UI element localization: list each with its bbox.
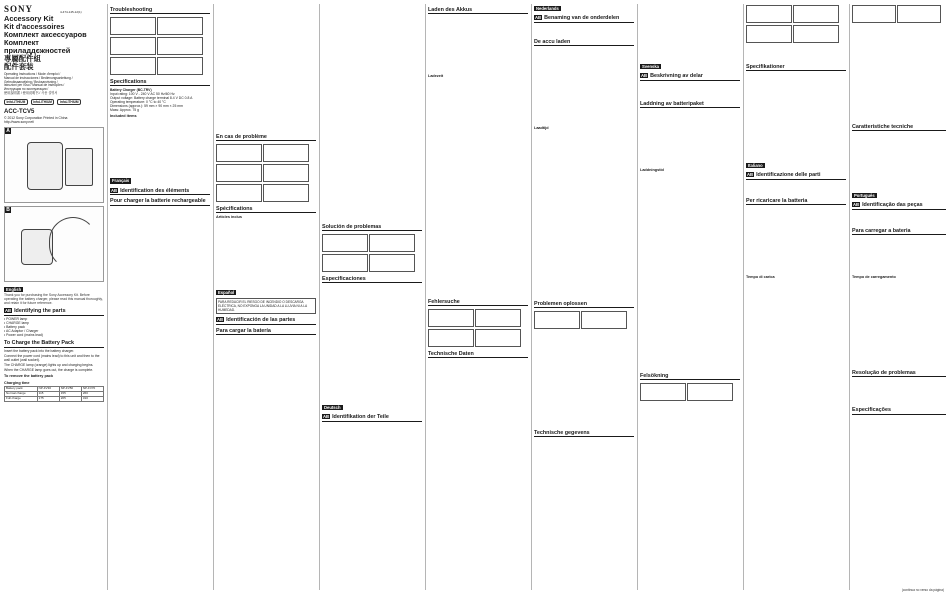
subsection-charging-time-it: Tempo di carica (746, 275, 775, 280)
column-spanish (322, 4, 422, 590)
table-cell: NP-FV70 (81, 387, 103, 392)
intro-text: Thank you for purchasing the Sony Accessory Kit. Before operating the battery charger, please read this manual thoroughly, and retain it for future reference. (4, 293, 103, 306)
manual-language-list (4, 73, 104, 96)
indicator-box (322, 234, 368, 252)
section-specifications-pt: Especificações (852, 407, 946, 414)
title-en: Accessory Kit (4, 14, 54, 23)
column-german (428, 4, 528, 590)
section-charge-pt: Para carregar a bateria (852, 228, 946, 235)
section-identifying-parts-sv: AB Beskrivning av delar (640, 73, 740, 80)
spec-line: Mass: Approx. 75 g (110, 107, 140, 112)
indicator-box (216, 164, 262, 182)
indicator-box (263, 184, 309, 202)
spec-line: Operating temperature: 0 °C to 40 °C (110, 99, 166, 104)
section-identifying-parts-de: AB Identifikation der Teile (322, 414, 422, 421)
indicator-box (428, 329, 474, 347)
language-header-italian: Italiano (748, 162, 763, 168)
part-item: • AC Adaptor / Charger (4, 329, 104, 333)
brand-logo: SONY (4, 4, 34, 14)
charger-illustration (27, 142, 63, 190)
table-cell: NP-FV30 (37, 387, 59, 392)
infolithium-logo: InfoLITHIUM (57, 99, 81, 105)
indicator-box (852, 5, 896, 23)
language-header-swedish: Svenska (642, 64, 659, 69)
section-identifying-parts: AB Identifying the parts (4, 308, 104, 315)
section-charge-it: Per ricaricare la batteria (746, 198, 846, 205)
section-specifications-de: Technische Daten (428, 351, 528, 358)
column-italian (746, 4, 846, 590)
indicator-box (746, 5, 792, 23)
indicator-box (475, 309, 521, 327)
column-swedish (640, 4, 740, 590)
indicator-box (428, 309, 474, 327)
table-cell: 310 (81, 396, 103, 401)
copyright: © 2012 Sony Corporation Printed in China (4, 115, 68, 120)
part-item: • POWER lamp (4, 317, 104, 321)
spec-line: Output voltage: Battery charge terminal 8.4 V DC 0.8 A (110, 95, 193, 100)
indicator-box (110, 57, 156, 75)
manual-line: Инструкция по эксплуатации / (4, 87, 49, 92)
part-number: 4-474-145-12(1) (60, 10, 82, 14)
indicator-box (534, 311, 580, 329)
title-uk: Комплект приладдєжностей (4, 38, 71, 55)
section-troubleshooting-es: Solución de problemas (322, 224, 422, 231)
model-number: ACC-TCV5 (4, 108, 35, 115)
battery-illustration (65, 148, 93, 186)
section-specifications-sv: Specifikationer (746, 64, 846, 71)
indicator-box (216, 144, 262, 162)
language-header-german: Deutsch (324, 404, 341, 410)
table-cell: Battery pack (5, 387, 38, 392)
subsection-included-items-fr: Articles inclus (216, 215, 242, 220)
figure-label: B (6, 206, 10, 213)
subsection-charging-time-de: Ladezeit (428, 74, 444, 79)
section-identifying-parts-es: AB Identificación de las partes (216, 317, 316, 324)
table-cell: 175 (37, 396, 59, 401)
indicator-box (263, 144, 309, 162)
column-divider (743, 4, 744, 590)
language-header-dutch: Nederlands (536, 6, 559, 11)
indicator-box (157, 37, 203, 55)
indicator-box (369, 234, 415, 252)
continued-note: (continua no verso da página) (901, 588, 944, 592)
subsection-remove: To remove the battery pack (4, 374, 54, 378)
column-divider (319, 4, 320, 590)
subsection-charging-time-nl: Laadtijd (534, 126, 549, 131)
charge-step: Insert the battery pack into the battery charger. (4, 349, 75, 353)
section-troubleshooting-fr: En cas de problème (216, 134, 316, 141)
part-item: • CHARGE lamp (4, 321, 104, 325)
manual-line: Istruzioni per l'uso / Manual de instruções / (4, 83, 65, 88)
manual-line: Gebruiksaanwijzing / Bruksanvisning / (4, 79, 58, 84)
section-specifications: Specifications (110, 79, 210, 86)
section-troubleshooting: Troubleshooting (110, 7, 210, 14)
warning-box: PARA REDUCIR EL RIESGO DE INCENDIO O DESCARGA ELÉCTRICA, NO EXPONGA LA UNIDAD A LA LLUVIA NI A LA HUMEDAD. (216, 298, 316, 314)
manual-line: 使用說明書 / 使用说明书 / 사용 설명서 (4, 90, 58, 95)
column-cover-english (4, 4, 104, 590)
language-header-english: English (6, 286, 22, 292)
spec-list (110, 88, 210, 112)
indicator-box (746, 25, 792, 43)
manual-line: Operating Instructions / Mode d'emploi / (4, 72, 61, 76)
title-ru: Комплект аксессуаров (4, 30, 87, 39)
title-fr: Kit d'accessoires (4, 22, 65, 31)
part-item: • Power cord (mains lead) (4, 333, 104, 337)
language-header-french: Français (112, 178, 130, 184)
column-divider (213, 4, 214, 590)
indicator-box (157, 17, 203, 35)
indicator-box (263, 164, 309, 182)
indicator-box (640, 383, 686, 401)
column-english-continued (110, 4, 210, 590)
table-cell: Full charge (5, 396, 38, 401)
column-divider (107, 4, 108, 590)
section-charge-sv: Laddning av batteripaket (640, 101, 740, 108)
title-zh-tw: 專屬配件組 (4, 54, 41, 63)
table-row (5, 396, 104, 401)
column-portuguese (852, 4, 946, 590)
indicator-box (157, 57, 203, 75)
indicator-box (793, 25, 839, 43)
section-specifications-es: Especificaciones (322, 276, 422, 283)
website-url: http://www.sony.net/ (4, 119, 35, 124)
section-troubleshooting-de: Fehlersuche (428, 299, 528, 306)
table-cell: Normal charge (5, 391, 38, 396)
charging-time-table (4, 386, 104, 401)
spec-line: Dimensions (approx.): 59 mm × 90 mm × 25 mm (110, 103, 183, 108)
column-french (216, 4, 316, 590)
column-divider (531, 4, 532, 590)
table-cell: 155 (59, 391, 81, 396)
column-dutch (534, 4, 634, 590)
column-divider (849, 4, 850, 590)
title-block (4, 15, 104, 71)
power-cord-illustration (49, 217, 97, 269)
indicator-box (897, 5, 941, 23)
indicator-box (216, 184, 262, 202)
section-troubleshooting-sv: Felsökning (640, 373, 740, 380)
indicator-box (793, 5, 839, 23)
spec-line: Battery Charger (BC-TRV) (110, 87, 152, 92)
column-divider (425, 4, 426, 590)
section-charge-nl: De accu laden (534, 39, 634, 46)
subsection-charging-time-sv: Laddningstid (640, 168, 664, 173)
indicator-box (581, 311, 627, 329)
infolithium-logo: InfoLITHIUM (4, 99, 28, 105)
figure-a (4, 127, 104, 203)
charge-step: When the CHARGE lamp goes out, the charge is complete. (4, 368, 94, 372)
logo-row (4, 99, 104, 105)
table-cell: NP-FV50 (59, 387, 81, 392)
section-troubleshooting-nl: Problemen oplossen (534, 301, 634, 308)
section-troubleshooting-pt: Resolução de problemas (852, 370, 946, 377)
subsection-included-items: Included items (110, 113, 137, 118)
section-specifications-nl: Technische gegevens (534, 430, 634, 437)
section-charge: To Charge the Battery Pack (4, 340, 104, 347)
infolithium-logo: InfoLITHIUM (31, 99, 55, 105)
language-header-spanish: Español (218, 289, 235, 295)
indicator-box (369, 254, 415, 272)
section-identifying-parts-nl: AB Benaming van de onderdelen (534, 15, 634, 22)
section-specifications-fr: Spécifications (216, 206, 316, 213)
section-specifications-it: Caratteristiche tecniche (852, 124, 946, 131)
part-item: • Battery pack (4, 325, 104, 329)
section-identifying-parts-it: AB Identificazione delle parti (746, 172, 846, 179)
subsection-charging-time-pt: Tempo de carregamento (852, 275, 896, 280)
indicator-box (322, 254, 368, 272)
indicator-box (110, 37, 156, 55)
figure-label: A (6, 127, 10, 134)
indicator-box (110, 17, 156, 35)
manual-line: Manual de instrucciones / Bedienungsanleitung / (4, 75, 73, 80)
table-cell: 115 (37, 391, 59, 396)
charge-step: The CHARGE lamp (orange) lights up and charging begins. (4, 363, 94, 367)
indicator-box (475, 329, 521, 347)
language-header-portuguese: Português (854, 192, 875, 198)
parts-list (4, 317, 104, 337)
figure-b (4, 206, 104, 282)
title-zh-cn: 配件套装 (4, 62, 34, 71)
subsection-charging-time: Charging time (4, 380, 30, 385)
section-identifying-parts-fr: AB Identification des éléments (110, 188, 210, 195)
spec-line: Input rating: 100 V - 240 V AC 50 Hz/60 Hz (110, 91, 175, 96)
section-charge-de: Laden des Akkus (428, 7, 528, 14)
section-identifying-parts-pt: AB Identificação das peças (852, 202, 946, 209)
column-divider (637, 4, 638, 590)
indicator-box (687, 383, 733, 401)
table-cell: 260 (81, 391, 103, 396)
section-charge-es: Para cargar la batería (216, 328, 316, 335)
charge-step: Connect the power cord (mains lead) to this unit and then to the wall outlet (wall socket). (4, 354, 100, 362)
section-charge-fr: Pour charger la batterie rechargeable (110, 198, 210, 205)
table-cell: 205 (59, 396, 81, 401)
